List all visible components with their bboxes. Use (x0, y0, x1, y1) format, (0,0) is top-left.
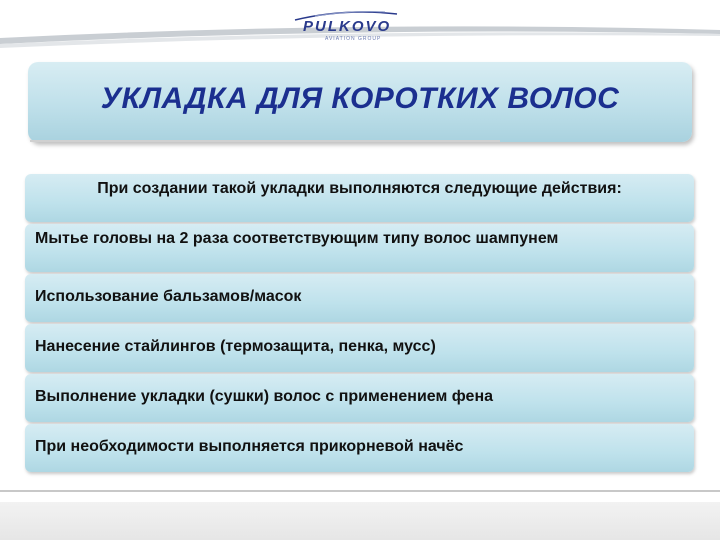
logo-wordmark: PULKOVO (303, 18, 392, 35)
pulkovo-logo (285, 6, 405, 46)
list-item (25, 424, 694, 472)
list-header-text: При создании такой укладки выполняются следующие действия: (97, 180, 622, 197)
title-box (28, 62, 692, 142)
list-item-text: Нанесение стайлингов (термозащита, пенка, мусс) (35, 338, 436, 355)
list-item (25, 274, 694, 322)
page-title: УКЛАДКА ДЛЯ КОРОТКИХ ВОЛОС (100, 82, 620, 115)
list-item-text: Мытье головы на 2 раза соответствующим типу волос шампунем (35, 230, 559, 247)
list-item (25, 224, 694, 272)
logo-subtitle: AVIATION GROUP (325, 36, 382, 42)
footer-band (0, 502, 720, 540)
list-item (25, 374, 694, 422)
list-item-text: Использование бальзамов/масок (35, 288, 302, 305)
footer-divider (0, 490, 720, 492)
list-item-text: При необходимости выполняется прикорневой начёс (35, 438, 464, 455)
list-item-text: Выполнение укладки (сушки) волос с применением фена (35, 388, 494, 405)
list-header (25, 174, 694, 222)
list-item (25, 324, 694, 372)
title-divider (30, 140, 500, 142)
